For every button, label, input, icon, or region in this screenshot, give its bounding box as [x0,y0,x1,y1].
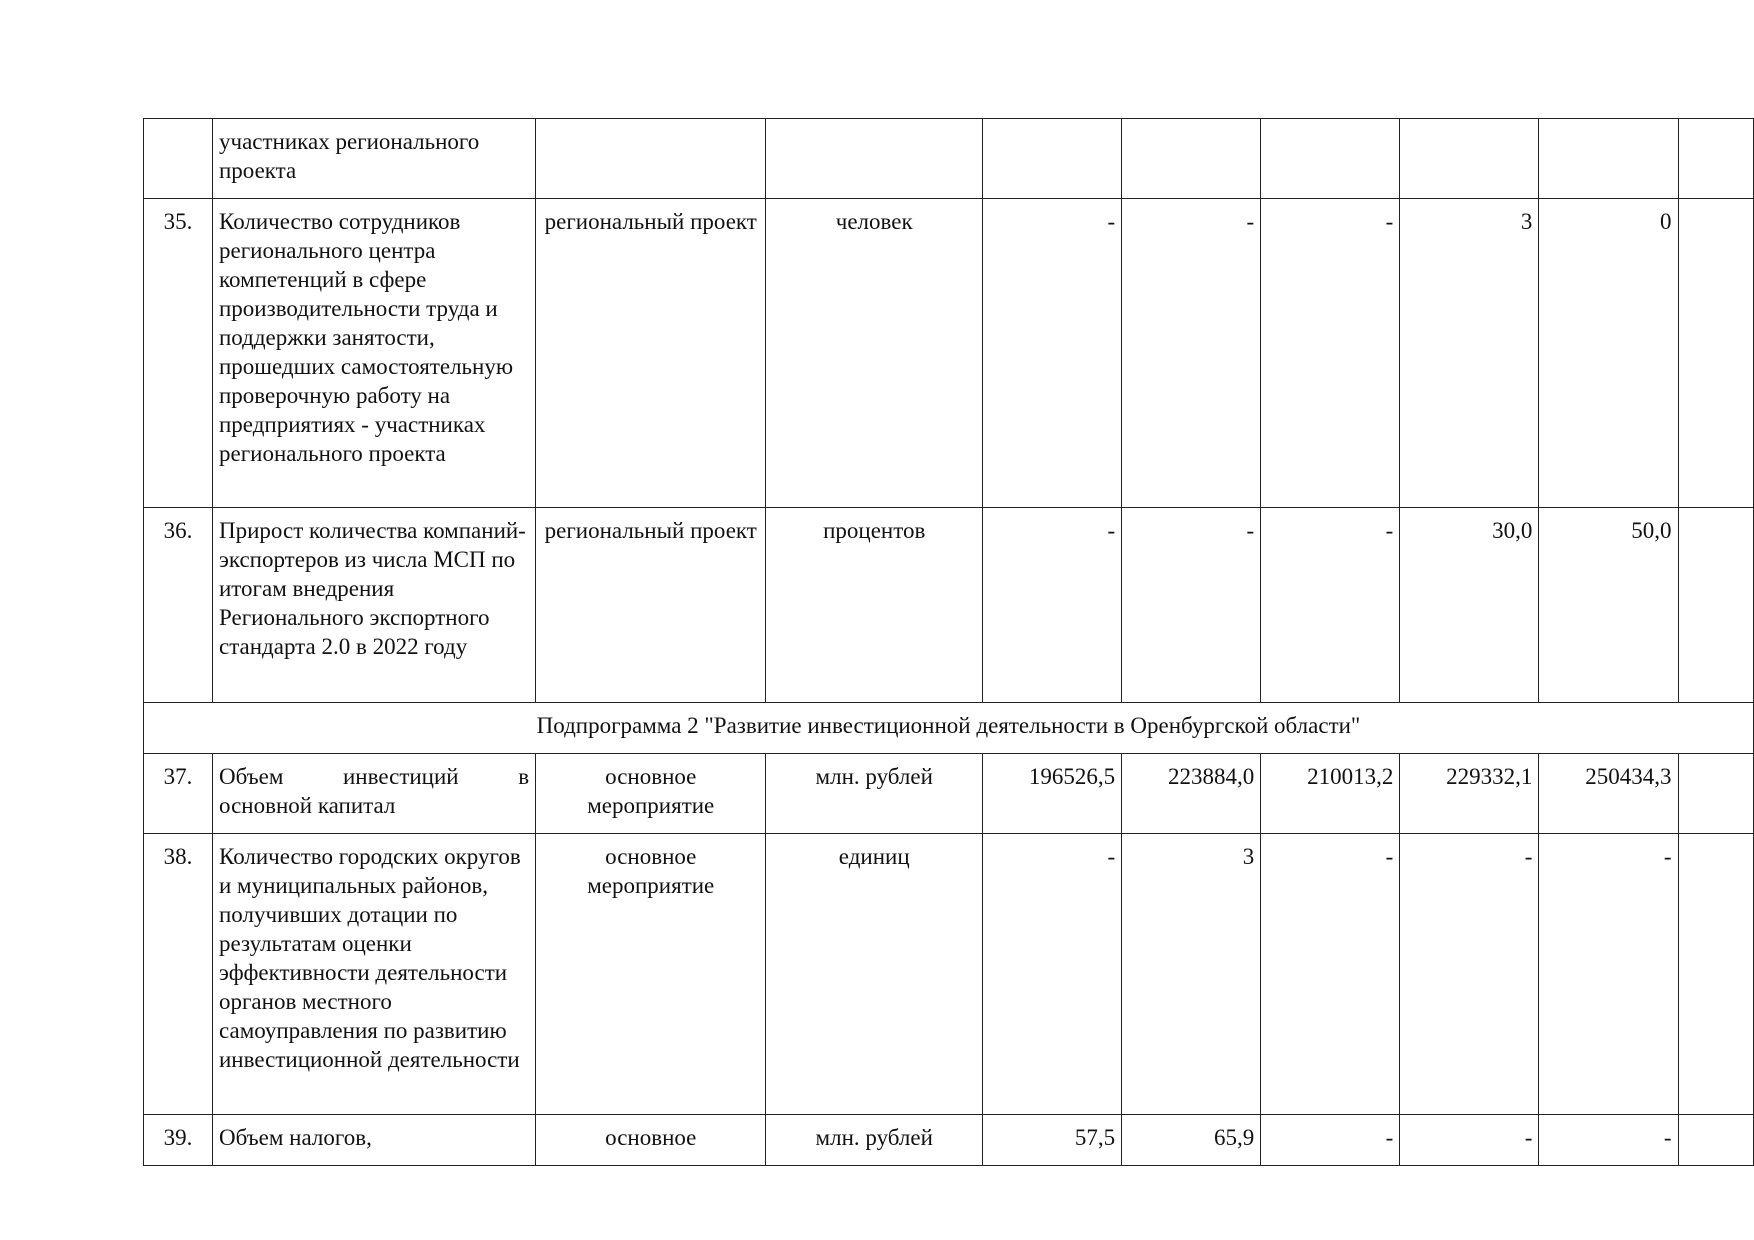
table-row [144,119,1754,199]
indicator-name-word: Объем [219,764,284,789]
value-cell: - [1122,199,1261,508]
value-cell: 229332,1 [1400,754,1539,834]
value-cell: - [1261,508,1400,703]
value-cell: 57,5 [983,1115,1122,1166]
table-row [144,834,1754,1115]
value-cell: - [983,199,1122,508]
value-cell: 50,0 [1539,508,1678,703]
value-cell: 196526,5 [983,754,1122,834]
value-cell: 0 [1539,199,1678,508]
unit-cell: процентов [766,508,983,703]
row-number-cell [144,119,213,199]
type-cell [536,119,766,199]
indicator-name-line-1 [219,762,529,791]
value-cell: 3 [1400,199,1539,508]
indicator-name-line-2: основной капитал [219,793,396,818]
value-cell: - [1122,508,1261,703]
indicator-name-cell: Объем налогов, [213,1115,536,1166]
unit-cell: млн. рублей [766,754,983,834]
indicator-name-cell [213,754,536,834]
value-cell [1678,1115,1754,1166]
value-cell: 250434,3 [1539,754,1678,834]
table-row [144,754,1754,834]
table-row [144,508,1754,703]
value-cell: - [1261,199,1400,508]
row-number-cell: 39. [144,1115,213,1166]
indicator-name-cell: Прирост количества компаний-экспортеров из числа МСП по итогам внедрения Регионального экспортного стандарта 2.0 в 2022 году [213,508,536,703]
value-cell [1678,754,1754,834]
subprogram-title: Подпрограмма 2 "Развитие инвестиционной деятельности в Оренбургской области" [144,703,1754,754]
unit-cell: человек [766,199,983,508]
indicators-table [143,118,1754,1166]
indicator-name-cell: Количество сотрудников регионального центра компетенций в сфере производительности труда и поддержки занятости, прошедших самостоятельную проверочную работу на предприятиях - участниках регионального проекта [213,199,536,508]
value-cell: - [1261,1115,1400,1166]
type-cell: основное мероприятие [536,754,766,834]
unit-cell: единиц [766,834,983,1115]
value-cell: - [983,834,1122,1115]
value-cell: 3 [1122,834,1261,1115]
value-cell [1678,508,1754,703]
value-cell: 210013,2 [1261,754,1400,834]
value-cell: - [1261,834,1400,1115]
value-cell: - [1400,834,1539,1115]
value-cell: - [1539,834,1678,1115]
table-row [144,1115,1754,1166]
value-cell: - [1400,1115,1539,1166]
type-cell: региональный проект [536,508,766,703]
value-cell [1261,119,1400,199]
value-cell: 65,9 [1122,1115,1261,1166]
value-cell [983,119,1122,199]
value-cell [1539,119,1678,199]
value-cell: - [1539,1115,1678,1166]
unit-cell [766,119,983,199]
type-cell: региональный проект [536,199,766,508]
indicator-name-cell: Количество городских округов и муниципальных районов, получивших дотации по результатам оценки эффективности деятельности органов местного самоуправления по развитию инвестиционной деятельности [213,834,536,1115]
type-cell: основное [536,1115,766,1166]
indicator-name-word: в [518,764,530,789]
type-cell: основное мероприятие [536,834,766,1115]
row-number-cell: 36. [144,508,213,703]
value-cell [1678,119,1754,199]
table-row [144,199,1754,508]
row-number-cell: 35. [144,199,213,508]
row-number-cell: 38. [144,834,213,1115]
section-heading-row [144,703,1754,754]
value-cell: 30,0 [1400,508,1539,703]
value-cell [1678,834,1754,1115]
row-number-cell: 37. [144,754,213,834]
indicator-name-word: инвестиций [342,764,459,789]
value-cell [1678,199,1754,508]
value-cell: - [983,508,1122,703]
value-cell [1122,119,1261,199]
value-cell [1400,119,1539,199]
indicator-name-cell: участниках регионального проекта [213,119,536,199]
value-cell: 223884,0 [1122,754,1261,834]
unit-cell: млн. рублей [766,1115,983,1166]
